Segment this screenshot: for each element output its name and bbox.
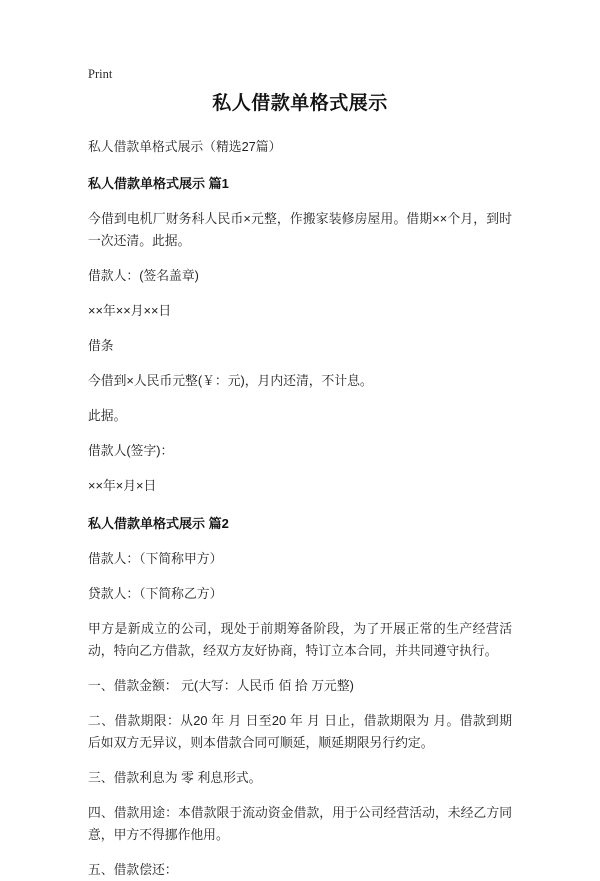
paragraph: ××年×月×日 xyxy=(88,477,157,493)
section-heading-1: 私人借款单格式展示 篇1 xyxy=(88,175,229,191)
document-content xyxy=(88,86,512,881)
clause-item: 二、借款期限：从20 年 月 日至20 年 月 日止，借款期限为 月。借款到期后如双方无异议，则本借款合同可顺延，顺延期限另行约定。 xyxy=(88,712,512,750)
paragraph: 借款人：（下简称甲方） xyxy=(88,550,223,566)
paragraph: 借款人：(签名盖章) xyxy=(88,267,199,283)
paragraph: 甲方是新成立的公司，现处于前期筹备阶段，为了开展正常的生产经营活动，特向乙方借款，经双方友好协商，特订立本合同，并共同遵守执行。 xyxy=(88,620,512,658)
clause-item: 一、借款金额： 元(大写：人民币 佰 拾 万元整) xyxy=(88,677,354,693)
paragraph: 贷款人：（下简称乙方） xyxy=(88,585,223,601)
paragraph: ××年××月××日 xyxy=(88,302,172,318)
section-heading-2: 私人借款单格式展示 篇2 xyxy=(88,515,229,531)
clause-item: 四、借款用途：本借款限于流动资金借款，用于公司经营活动，未经乙方同意，甲方不得挪作他用。 xyxy=(88,804,512,842)
paragraph: 今借到电机厂财务科人民币×元整，作搬家装修房屋用。借期××个月，到时一次还清。此据。 xyxy=(88,210,512,248)
clause-item: 三、借款利息为 零 利息形式。 xyxy=(88,769,262,785)
paragraph: 今借到×人民币元整(￥：元)，月内还清，不计息。 xyxy=(88,372,373,388)
document-subtitle: 私人借款单格式展示（精选27篇） xyxy=(88,138,282,154)
paragraph: 借款人(签字)： xyxy=(88,442,174,458)
clause-item: 五、借款偿还： xyxy=(88,861,178,877)
page-title: 私人借款单格式展示 xyxy=(212,93,388,114)
paragraph: 借条 xyxy=(88,337,114,353)
paragraph: 此据。 xyxy=(88,407,127,423)
print-link[interactable]: Print xyxy=(88,67,113,81)
